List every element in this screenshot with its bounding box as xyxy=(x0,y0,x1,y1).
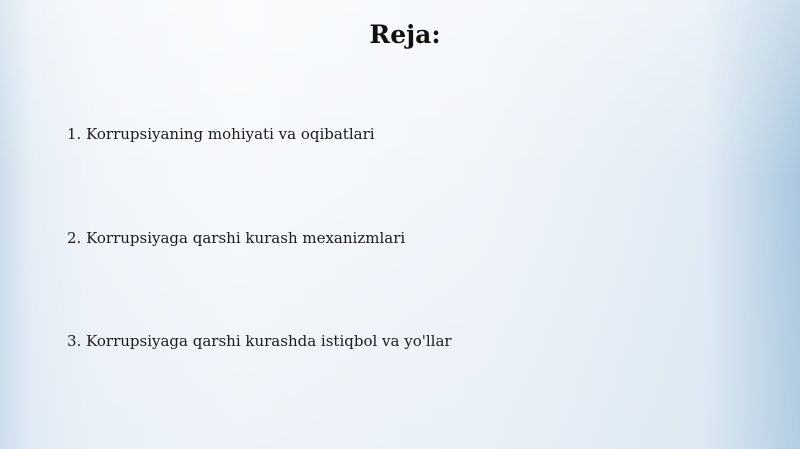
plan-item-2: 2. Korrupsiyaga qarshi kurash mexanizmlari xyxy=(67,229,406,247)
slide-title: Reja: xyxy=(369,20,441,49)
plan-item-1: 1. Korrupsiyaning mohiyati va oqibatlari xyxy=(67,125,375,143)
plan-item-3: 3. Korrupsiyaga qarshi kurashda istiqbol va yo'llar xyxy=(67,332,452,350)
